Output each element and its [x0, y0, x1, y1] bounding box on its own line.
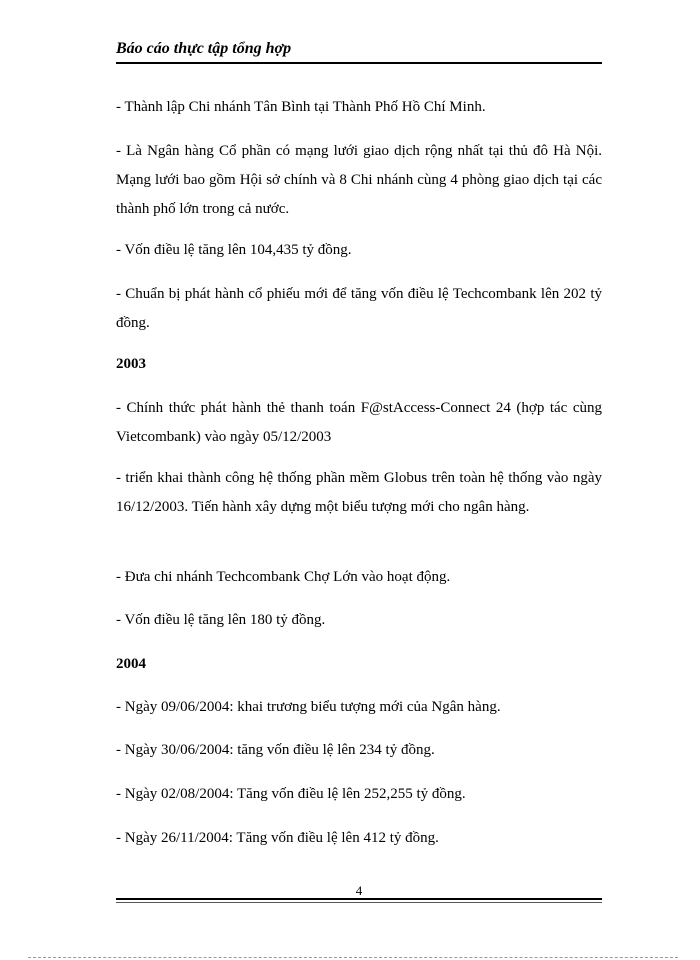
paragraph-5: - Chính thức phát hành thẻ thanh toán F@stAccess-Connect 24 (hợp tác cùng Vietcombank) vào ngày 05/12/2003 [116, 400, 602, 445]
paragraph-3: - Vốn điều lệ tăng lên 104,435 tỷ đồng. [116, 242, 352, 258]
footer-divider [116, 898, 602, 900]
paragraph-7: - Đưa chi nhánh Techcombank Chợ Lớn vào hoạt động. [116, 569, 451, 585]
paragraph-1: - Thành lập Chi nhánh Tân Bình tại Thành Phố Hồ Chí Minh. [116, 99, 486, 115]
footer-divider-thin [116, 902, 602, 903]
paragraph-6: - triển khai thành công hệ thống phần mềm Globus trên toàn hệ thống vào ngày 16/12/2003. Tiến hành xây dựng một biểu tượng mới cho ngân hàng. [116, 470, 602, 515]
paragraph-8: - Vốn điều lệ tăng lên 180 tỷ đồng. [116, 612, 326, 628]
page-header-title: Báo cáo thực tập tổng hợp [116, 40, 292, 57]
year-heading-2004: 2004 [116, 656, 146, 672]
paragraph-11: - Ngày 02/08/2004: Tăng vốn điều lệ lên 252,255 tỷ đồng. [116, 786, 466, 802]
page-number: 4 [355, 883, 363, 898]
paragraph-12: - Ngày 26/11/2004: Tăng vốn điều lệ lên 412 tỷ đồng. [116, 830, 439, 846]
paragraph-2: - Là Ngân hàng Cổ phần có mạng lưới giao dịch rộng nhất tại thủ đô Hà Nội. Mạng lưới bao gồm Hội sở chính và 8 Chi nhánh cùng 4 phòng giao dịch tại các thành phố lớn trong cả nước. [116, 143, 602, 217]
header-divider [116, 62, 602, 64]
paragraph-10: - Ngày 30/06/2004: tăng vốn điều lệ lên 234 tỷ đồng. [116, 742, 435, 758]
paragraph-4: - Chuẩn bị phát hành cổ phiếu mới để tăng vốn điều lệ Techcombank lên 202 tỷ đồng. [116, 286, 602, 331]
page-boundary [28, 957, 678, 958]
paragraph-9: - Ngày 09/06/2004: khai trương biểu tượng mới của Ngân hàng. [116, 699, 501, 715]
year-heading-2003: 2003 [116, 356, 146, 372]
